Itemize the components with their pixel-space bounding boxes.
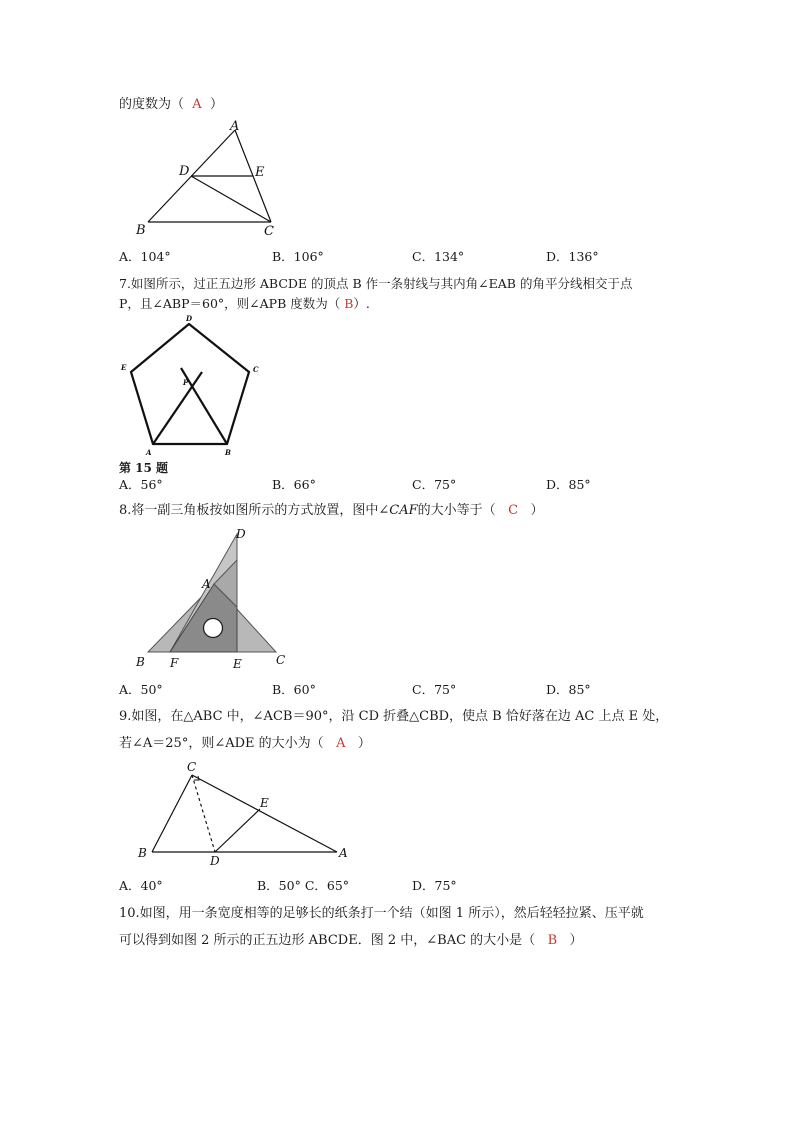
q7-stem-line1: 7.如图所示，过正五边形 ABCDE 的顶点 B 作一条射线与其内角∠EAB 的角平分线相交于点: [119, 276, 633, 291]
q7-label-a: A: [146, 448, 152, 457]
q9-label-d: D: [210, 854, 220, 868]
q7-label-d: D: [186, 314, 193, 323]
q7-stem-line2: P，且∠ABP＝60°，则∠APB 度数为（ B）.: [119, 296, 370, 311]
q8-stem: 8.将一副三角板按如图所示的方式放置，图中∠CAF的大小等于（ C ）: [119, 503, 544, 518]
q6-label-b: B: [136, 223, 146, 238]
q9-option-d: D．75°: [412, 878, 457, 893]
q8-label-c: C: [276, 653, 286, 667]
q6-label-e: E: [255, 165, 265, 180]
q6-stem: 的度数为（ A ）: [119, 97, 223, 112]
q6-option-d: D．136°: [546, 249, 599, 264]
q8-option-b: B．60°: [272, 682, 316, 697]
q8-option-d: D．85°: [546, 682, 591, 697]
q8-label-a: A: [202, 577, 211, 591]
q7-option-c: C．75°: [412, 477, 457, 492]
q9-label-a: A: [339, 846, 348, 860]
q9-label-c: C: [187, 760, 197, 774]
q8-label-f: F: [170, 656, 179, 670]
q9-option-a: A．40°: [119, 878, 163, 893]
q7-label-e: E: [121, 363, 127, 372]
q6-option-c: C．134°: [412, 249, 465, 264]
q7-label-p: P: [183, 378, 189, 387]
q9-stem-line1: 9.如图，在△ABC 中，∠ACB＝90°，沿 CD 折叠△CBD，使点 B 恰好落在边 AC 上点 E 处，: [119, 709, 669, 724]
q6-option-b: B．106°: [272, 249, 324, 264]
q7-answer: B: [344, 296, 354, 311]
q10-stem-line1: 10.如图，用一条宽度相等的足够长的纸条打一个结（如图 1 所示），然后轻轻拉紧、压平就: [119, 906, 644, 921]
q7-pentagon-figure: [119, 312, 269, 460]
q8-set-squares-figure: [130, 524, 300, 674]
q9-option-bc: B．50° C．65°: [257, 878, 350, 893]
q6-label-d: D: [179, 164, 190, 179]
q9-label-b: B: [138, 846, 147, 860]
q7-label-b: B: [225, 448, 231, 457]
q8-label-d: D: [236, 527, 246, 541]
q8-label-b: B: [136, 655, 145, 669]
q6-triangle-figure: [130, 118, 290, 240]
q6-answer: A: [192, 97, 202, 112]
q9-stem-line2: 若∠A＝25°，则∠ADE 的大小为（ A ）: [119, 736, 371, 751]
q9-label-e: E: [260, 796, 269, 810]
q9-answer: A: [336, 736, 346, 751]
q6-label-c: C: [264, 224, 274, 239]
q7-option-b: B．66°: [272, 477, 316, 492]
q7-label-c: C: [253, 365, 259, 374]
q7-figure-caption: 第 15 题: [119, 461, 169, 475]
q6-option-a: A．104°: [119, 249, 171, 264]
q8-option-a: A．50°: [119, 682, 163, 697]
q8-option-c: C．75°: [412, 682, 457, 697]
q9-fold-figure: [132, 758, 357, 870]
q10-stem-line2: 可以得到如图 2 所示的正五边形 ABCDE．图 2 中，∠BAC 的大小是（ B ）: [119, 933, 583, 948]
q7-option-a: A．56°: [119, 477, 163, 492]
q7-option-d: D．85°: [546, 477, 591, 492]
q6-label-a: A: [230, 119, 240, 134]
q8-label-e: E: [233, 657, 242, 671]
q8-answer: C: [508, 503, 519, 518]
q10-answer: B: [547, 933, 558, 948]
